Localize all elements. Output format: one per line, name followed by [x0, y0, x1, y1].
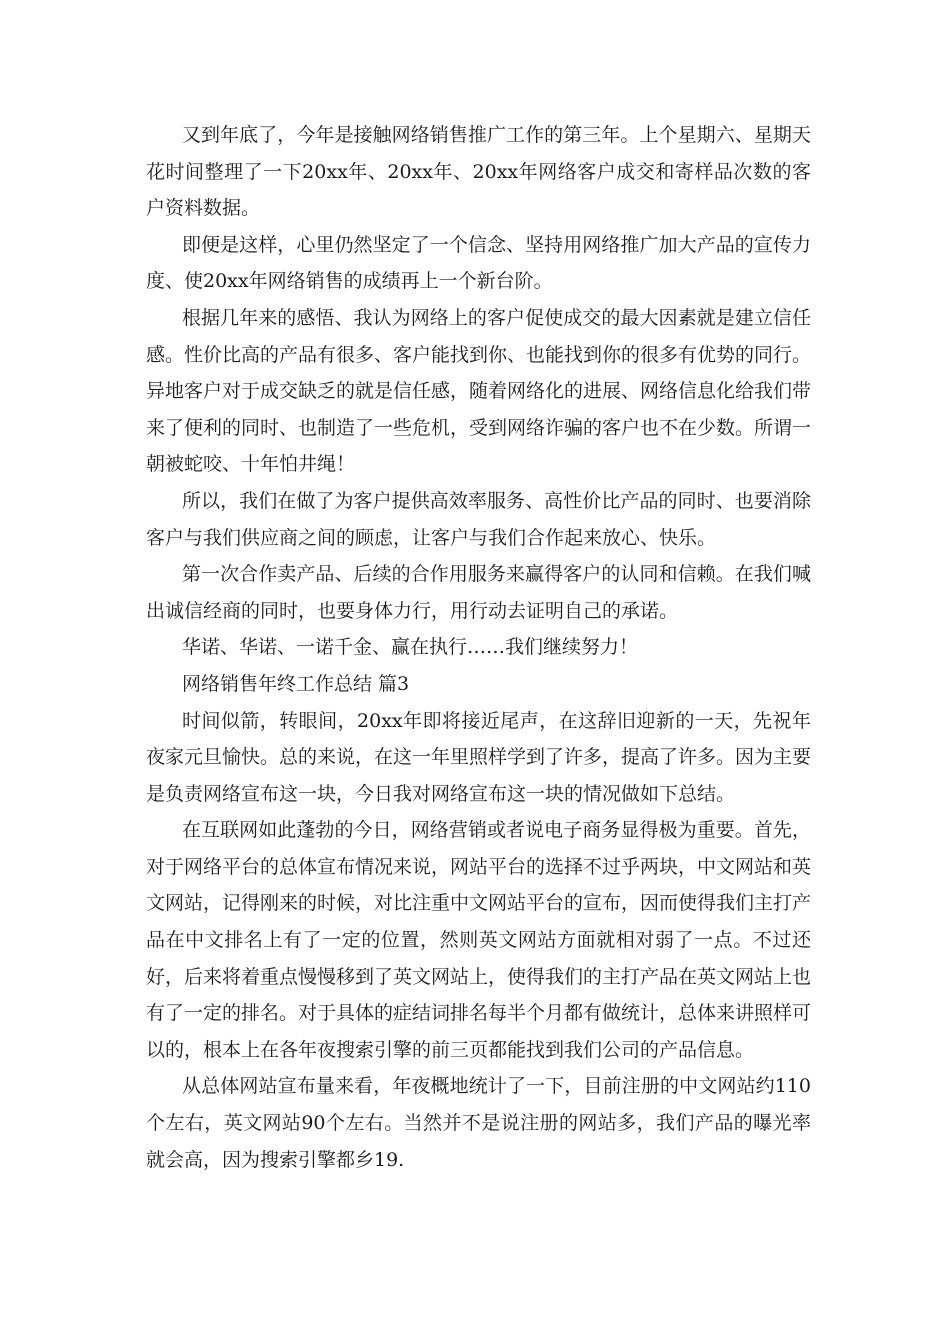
paragraph: 所以，我们在做了为客户提供高效率服务、高性价比产品的同时、也要消除客户与我们供应商之间的顾虑，让客户与我们合作起来放心、快乐。 — [146, 489, 811, 549]
paragraph: 从总体网站宣布量来看，年夜概地统计了一下，目前注册的中文网站约110个左右，英文网站90个左右。当然并不是说注册的网站多，我们产品的曝光率就会高，因为搜索引擎都乡19. — [146, 1075, 811, 1171]
paragraph: 华诺、华诺、一诺千金、赢在执行……我们继续努力！ — [182, 636, 639, 659]
paragraph: 第一次合作卖产品、后续的合作用服务来赢得客户的认同和信赖。在我们喊出诚信经商的同时，也要身体力行，用行动去证明自己的承诺。 — [146, 563, 811, 622]
paragraph: 在互联网如此蓬勃的今日，网络营销或者说电子商务显得极为重要。首先，对于网络平台的总体宣布情况来说，网站平台的选择不过乎两块，中文网站和英文网站，记得刚来的时候，对比注重中文网站平台的宣布，因而使得我们主打产品在中文排名上有了一定的位置，然则英文网站方面就相对弱了一点。不过还好，后来将着重点慢慢移到了英文网站上，使得我们的主打产品在英文网站上也有了一定的排名。对于具体的症结词排名每半个月都有做统计，总体来讲照样可以的，根本上在各年夜搜索引擎的前三页都能找到我们公司的产品信息。 — [146, 819, 812, 1061]
paragraph: 即便是这样，心里仍然坚定了一个信念、坚持用网络推广加大产品的宣传力度、使20xx年网络销售的成绩再上一个新台阶。 — [146, 233, 811, 293]
section-heading: 网络销售年终工作总结 篇3 — [182, 672, 410, 695]
document-body — [146, 117, 811, 1178]
paragraph: 又到年底了，今年是接触网络销售推广工作的第三年。上个星期六、星期天花时间整理了一下20xx年、20xx年、20xx年网络客户成交和寄样品次数的客户资料数据。 — [146, 124, 811, 220]
paragraph: 时间似箭，转眼间，20xx年即将接近尾声，在这辞旧迎新的一天，先祝年夜家元旦愉快。总的来说，在这一年里照样学到了许多，提高了许多。因为主要是负责网络宣布这一块，今日我对网络宣布这一块的情况做如下总结。 — [146, 709, 812, 805]
paragraph: 根据几年来的感悟、我认为网络上的客户促使成交的最大因素就是建立信任感。性价比高的产品有很多、客户能找到你、也能找到你的很多有优势的同行。异地客户对于成交缺乏的就是信任感，随着网络化的进展、网络信息化给我们带来了便利的同时、也制造了一些危机，受到网络诈骗的客户也不在少数。所谓一朝被蛇咬、十年怕井绳！ — [146, 306, 812, 476]
